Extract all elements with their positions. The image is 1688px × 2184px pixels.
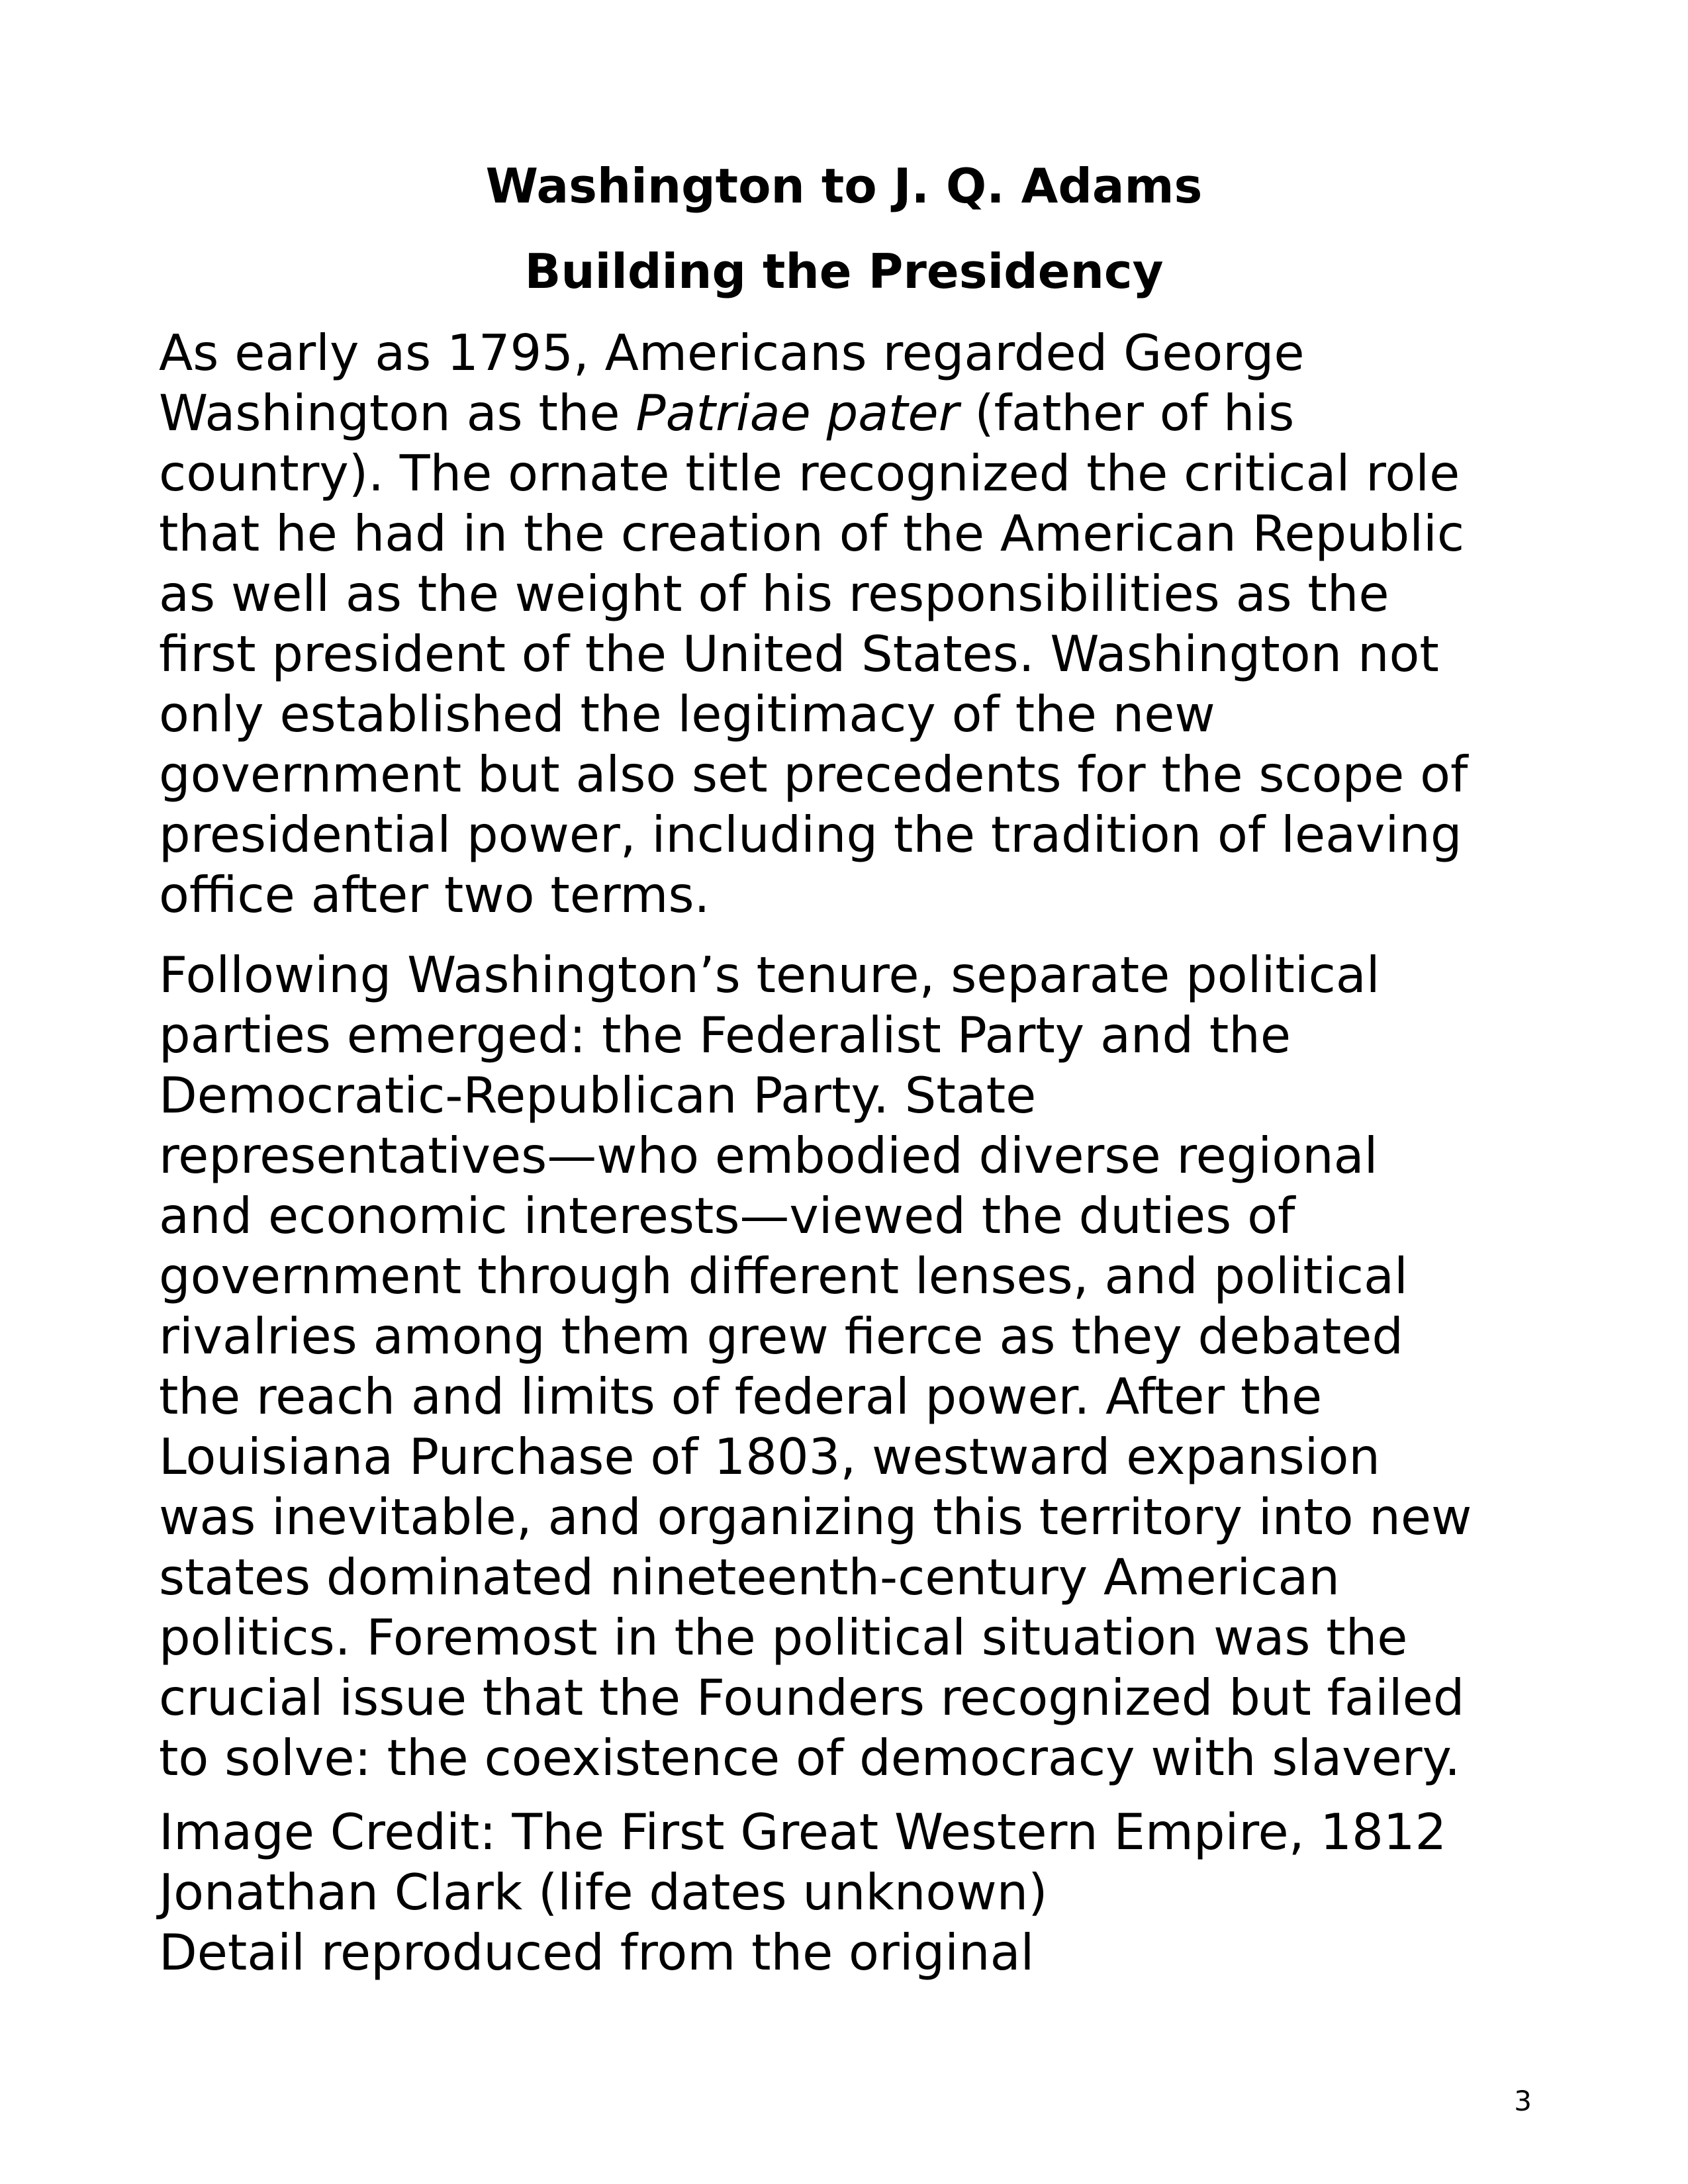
text-line: crucial issue that the Founders recognized but failed — [159, 1668, 1465, 1727]
credit-line: Detail reproduced from the original — [159, 1923, 1035, 1981]
text-line: was inevitable, and organizing this territory into new — [159, 1488, 1472, 1546]
text-line: parties emerged: the Federalist Party and the — [159, 1006, 1291, 1064]
text-line: only established the legitimacy of the new — [159, 685, 1215, 743]
text-line: As early as 1795, Americans regarded George — [159, 324, 1305, 382]
text-line: country). The ornate title recognized the critical role — [159, 444, 1460, 502]
paragraph-washington — [159, 323, 1542, 925]
credit-line: Image Credit: The First Great Western Empire, 1812 — [159, 1803, 1447, 1861]
image-credit — [159, 1802, 1542, 1983]
credit-line: Jonathan Clark (life dates unknown) — [159, 1863, 1048, 1921]
text-line: representatives—who embodied diverse regional — [159, 1126, 1378, 1185]
page-number: 3 — [1514, 2085, 1532, 2117]
text-line: as well as the weight of his responsibilities as the — [159, 565, 1389, 623]
text-line: the reach and limits of federal power. After the — [159, 1367, 1323, 1426]
text-line: states dominated nineteenth-century American — [159, 1548, 1340, 1606]
text-segment: Washington as the — [159, 384, 636, 442]
text-line: politics. Foremost in the political situation was the — [159, 1608, 1408, 1666]
text-line: first president of the United States. Washington not — [159, 625, 1439, 683]
text-line — [159, 383, 1542, 443]
paragraph-political-parties — [159, 945, 1542, 1788]
text-line: government through different lenses, and political — [159, 1247, 1408, 1305]
text-line: and economic interests—viewed the duties of — [159, 1187, 1295, 1245]
latin-phrase: Patriae pater — [635, 384, 959, 442]
page-title: Washington to J. Q. Adams — [485, 158, 1203, 214]
text-segment: (father of his — [959, 384, 1295, 442]
text-line: rivalries among them grew fierce as they debated — [159, 1307, 1404, 1365]
text-line: office after two terms. — [159, 866, 710, 924]
text-line: Following Washington’s tenure, separate political — [159, 946, 1380, 1004]
text-line: to solve: the coexistence of democracy with slavery. — [159, 1729, 1461, 1787]
text-line: Democratic-Republican Party. State — [159, 1066, 1037, 1124]
page-subtitle: Building the Presidency — [524, 244, 1164, 299]
text-line: presidential power, including the tradition of leaving — [159, 805, 1462, 864]
text-line: Louisiana Purchase of 1803, westward expansion — [159, 1428, 1380, 1486]
text-line: government but also set precedents for the scope of — [159, 745, 1468, 803]
text-line: that he had in the creation of the American Republic — [159, 504, 1465, 563]
